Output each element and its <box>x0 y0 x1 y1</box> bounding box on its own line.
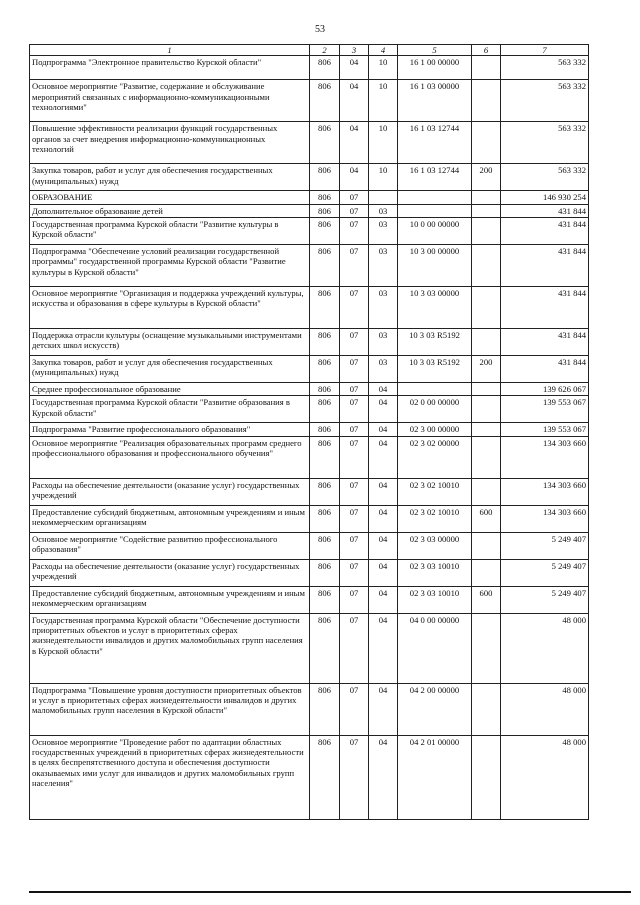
ministry-code-cell: 806 <box>310 191 340 204</box>
row-name-cell: ОБРАЗОВАНИЕ <box>30 191 310 204</box>
target-article-cell: 02 3 00 00000 <box>398 423 472 436</box>
section-code-cell: 07 <box>340 532 369 559</box>
expense-type-cell: 600 <box>472 586 501 613</box>
table-row <box>30 436 589 478</box>
ministry-code-cell: 806 <box>310 683 340 735</box>
amount-cell: 134 303 660 <box>501 505 589 532</box>
section-code-cell: 07 <box>340 423 369 436</box>
row-name-cell: Основное мероприятие "Реализация образовательных программ среднего профессионального образования и профессионального обучения" <box>30 436 310 478</box>
target-article-cell: 04 2 01 00000 <box>398 735 472 819</box>
target-article-cell: 10 3 00 00000 <box>398 244 472 286</box>
subsection-code-cell: 03 <box>369 217 398 244</box>
ministry-code-cell: 806 <box>310 244 340 286</box>
section-code-cell: 07 <box>340 286 369 328</box>
bottom-rule <box>29 891 631 893</box>
target-article-cell: 16 1 03 12744 <box>398 164 472 191</box>
subsection-code-cell <box>369 191 398 204</box>
amount-cell: 431 844 <box>501 217 589 244</box>
subsection-code-cell: 04 <box>369 586 398 613</box>
page-number: 53 <box>315 24 325 35</box>
expense-type-cell <box>472 217 501 244</box>
target-article-cell: 02 3 02 10010 <box>398 478 472 505</box>
row-name-cell: Повышение эффективности реализации функций государственных органов за счет внедрения информационно-коммуникационных технологий <box>30 122 310 164</box>
subsection-code-cell: 03 <box>369 286 398 328</box>
table-row <box>30 735 589 819</box>
expense-type-cell <box>472 683 501 735</box>
ministry-code-cell: 806 <box>310 355 340 382</box>
row-name-cell: Подпрограмма "Развитие профессионального образования" <box>30 423 310 436</box>
expense-type-cell <box>472 613 501 683</box>
row-name-cell: Государственная программа Курской области "Обеспечение доступности приоритетных объектов и услуг в приоритетных сферах жизнедеятельности инвалидов и других маломобильных групп населения в Курской области" <box>30 613 310 683</box>
row-name-cell: Основное мероприятие "Содействие развитию профессионального образования" <box>30 532 310 559</box>
header-cell: 3 <box>340 45 369 56</box>
subsection-code-cell: 04 <box>369 505 398 532</box>
ministry-code-cell: 806 <box>310 164 340 191</box>
subsection-code-cell: 03 <box>369 244 398 286</box>
ministry-code-cell: 806 <box>310 286 340 328</box>
expense-type-cell <box>472 122 501 164</box>
amount-cell: 48 000 <box>501 735 589 819</box>
amount-cell: 139 553 067 <box>501 423 589 436</box>
table-row <box>30 613 589 683</box>
target-article-cell: 02 3 03 00000 <box>398 532 472 559</box>
ministry-code-cell: 806 <box>310 586 340 613</box>
amount-cell: 563 332 <box>501 164 589 191</box>
target-article-cell <box>398 191 472 204</box>
header-cell: 4 <box>369 45 398 56</box>
target-article-cell: 04 2 00 00000 <box>398 683 472 735</box>
row-name-cell: Предоставление субсидий бюджетным, автономным учреждениям и иным некоммерческим организациям <box>30 505 310 532</box>
table-row <box>30 286 589 328</box>
table-row <box>30 559 589 586</box>
amount-cell: 48 000 <box>501 613 589 683</box>
expense-type-cell <box>472 191 501 204</box>
ministry-code-cell: 806 <box>310 735 340 819</box>
section-code-cell: 07 <box>340 204 369 217</box>
subsection-code-cell: 10 <box>369 80 398 122</box>
expense-type-cell: 200 <box>472 164 501 191</box>
row-name-cell: Предоставление субсидий бюджетным, автономным учреждениям и иным некоммерческим организациям <box>30 586 310 613</box>
subsection-code-cell: 03 <box>369 355 398 382</box>
amount-cell: 139 553 067 <box>501 396 589 423</box>
subsection-code-cell: 04 <box>369 436 398 478</box>
target-article-cell: 10 3 03 R5192 <box>398 328 472 355</box>
expense-type-cell <box>472 559 501 586</box>
table-row <box>30 683 589 735</box>
amount-cell: 563 332 <box>501 56 589 80</box>
table-row <box>30 355 589 382</box>
target-article-cell <box>398 204 472 217</box>
ministry-code-cell: 806 <box>310 423 340 436</box>
ministry-code-cell: 806 <box>310 217 340 244</box>
header-cell: 5 <box>398 45 472 56</box>
table-header-row <box>30 45 589 56</box>
row-name-cell: Основное мероприятие "Проведение работ по адаптации областных государственных учреждений в приоритетных сферах жизнедеятельности в целях беспрепятственного доступа и обеспечения доступности оказываемых ими услуг для инвалидов и других маломобильных групп населения" <box>30 735 310 819</box>
target-article-cell: 02 3 03 10010 <box>398 559 472 586</box>
row-name-cell: Подпрограмма "Обеспечение условий реализации государственной программы" государственной программы Курской области "Развитие культуры в Курской области" <box>30 244 310 286</box>
expense-type-cell <box>472 80 501 122</box>
row-name-cell: Подпрограмма "Электронное правительство Курской области" <box>30 56 310 80</box>
target-article-cell: 02 3 03 10010 <box>398 586 472 613</box>
subsection-code-cell: 04 <box>369 613 398 683</box>
header-cell: 6 <box>472 45 501 56</box>
section-code-cell: 07 <box>340 396 369 423</box>
section-code-cell: 07 <box>340 478 369 505</box>
table-row <box>30 56 589 80</box>
section-code-cell: 07 <box>340 683 369 735</box>
table-row <box>30 122 589 164</box>
row-name-cell: Закупка товаров, работ и услуг для обеспечения государственных (муниципальных) нужд <box>30 164 310 191</box>
amount-cell: 563 332 <box>501 122 589 164</box>
expense-type-cell <box>472 328 501 355</box>
table-row <box>30 478 589 505</box>
subsection-code-cell: 04 <box>369 532 398 559</box>
section-code-cell: 07 <box>340 505 369 532</box>
amount-cell: 5 249 407 <box>501 532 589 559</box>
expense-type-cell <box>472 532 501 559</box>
section-code-cell: 07 <box>340 586 369 613</box>
section-code-cell: 07 <box>340 735 369 819</box>
subsection-code-cell: 04 <box>369 382 398 395</box>
table-row <box>30 80 589 122</box>
ministry-code-cell: 806 <box>310 478 340 505</box>
table-row <box>30 191 589 204</box>
amount-cell: 48 000 <box>501 683 589 735</box>
table-row <box>30 244 589 286</box>
expense-type-cell: 200 <box>472 355 501 382</box>
ministry-code-cell: 806 <box>310 613 340 683</box>
expense-type-cell <box>472 396 501 423</box>
header-cell: 7 <box>501 45 589 56</box>
subsection-code-cell: 04 <box>369 396 398 423</box>
table-row <box>30 382 589 395</box>
section-code-cell: 07 <box>340 328 369 355</box>
row-name-cell: Подпрограмма "Повышение уровня доступности приоритетных объектов и услуг в приоритетных сферах жизнедеятельности инвалидов и других маломобильных групп населения в Курской области" <box>30 683 310 735</box>
section-code-cell: 04 <box>340 164 369 191</box>
header-cell: 2 <box>310 45 340 56</box>
target-article-cell: 04 0 00 00000 <box>398 613 472 683</box>
amount-cell: 134 303 660 <box>501 478 589 505</box>
row-name-cell: Поддержка отрасли культуры (оснащение музыкальными инструментами детских школ искусств) <box>30 328 310 355</box>
budget-table <box>29 44 589 820</box>
subsection-code-cell: 10 <box>369 164 398 191</box>
ministry-code-cell: 806 <box>310 505 340 532</box>
section-code-cell: 07 <box>340 355 369 382</box>
target-article-cell <box>398 382 472 395</box>
amount-cell: 431 844 <box>501 244 589 286</box>
expense-type-cell <box>472 423 501 436</box>
section-code-cell: 07 <box>340 191 369 204</box>
table-row <box>30 532 589 559</box>
row-name-cell: Основное мероприятие "Организация и поддержка учреждений культуры, искусства и образования в сфере культуры в Курской области" <box>30 286 310 328</box>
target-article-cell: 02 0 00 00000 <box>398 396 472 423</box>
section-code-cell: 07 <box>340 217 369 244</box>
ministry-code-cell: 806 <box>310 328 340 355</box>
amount-cell: 431 844 <box>501 328 589 355</box>
expense-type-cell <box>472 478 501 505</box>
row-name-cell: Государственная программа Курской области "Развитие образования в Курской области" <box>30 396 310 423</box>
section-code-cell: 07 <box>340 559 369 586</box>
row-name-cell: Дополнительное образование детей <box>30 204 310 217</box>
row-name-cell: Расходы на обеспечение деятельности (оказание услуг) государственных учреждений <box>30 478 310 505</box>
amount-cell: 134 303 660 <box>501 436 589 478</box>
target-article-cell: 16 1 03 00000 <box>398 80 472 122</box>
row-name-cell: Расходы на обеспечение деятельности (оказание услуг) государственных учреждений <box>30 559 310 586</box>
target-article-cell: 10 3 03 R5192 <box>398 355 472 382</box>
header-cell: 1 <box>30 45 310 56</box>
ministry-code-cell: 806 <box>310 382 340 395</box>
ministry-code-cell: 806 <box>310 204 340 217</box>
amount-cell: 563 332 <box>501 80 589 122</box>
ministry-code-cell: 806 <box>310 532 340 559</box>
subsection-code-cell: 03 <box>369 328 398 355</box>
amount-cell: 431 844 <box>501 355 589 382</box>
row-name-cell: Основное мероприятие "Развитие, содержание и обслуживание мероприятий связанных с информационно-коммуникационными технологиями" <box>30 80 310 122</box>
amount-cell: 431 844 <box>501 286 589 328</box>
target-article-cell: 10 0 00 00000 <box>398 217 472 244</box>
table-row <box>30 505 589 532</box>
subsection-code-cell: 04 <box>369 559 398 586</box>
ministry-code-cell: 806 <box>310 396 340 423</box>
expense-type-cell: 600 <box>472 505 501 532</box>
ministry-code-cell: 806 <box>310 56 340 80</box>
expense-type-cell <box>472 56 501 80</box>
amount-cell: 139 626 067 <box>501 382 589 395</box>
expense-type-cell <box>472 436 501 478</box>
row-name-cell: Закупка товаров, работ и услуг для обеспечения государственных (муниципальных) нужд <box>30 355 310 382</box>
section-code-cell: 07 <box>340 382 369 395</box>
target-article-cell: 02 3 02 10010 <box>398 505 472 532</box>
section-code-cell: 04 <box>340 80 369 122</box>
amount-cell: 5 249 407 <box>501 559 589 586</box>
ministry-code-cell: 806 <box>310 559 340 586</box>
subsection-code-cell: 03 <box>369 204 398 217</box>
subsection-code-cell: 10 <box>369 56 398 80</box>
amount-cell: 146 930 254 <box>501 191 589 204</box>
target-article-cell: 02 3 02 00000 <box>398 436 472 478</box>
expense-type-cell <box>472 735 501 819</box>
ministry-code-cell: 806 <box>310 80 340 122</box>
subsection-code-cell: 10 <box>369 122 398 164</box>
subsection-code-cell: 04 <box>369 735 398 819</box>
ministry-code-cell: 806 <box>310 436 340 478</box>
subsection-code-cell: 04 <box>369 478 398 505</box>
subsection-code-cell: 04 <box>369 683 398 735</box>
section-code-cell: 04 <box>340 122 369 164</box>
amount-cell: 5 249 407 <box>501 586 589 613</box>
section-code-cell: 07 <box>340 436 369 478</box>
table-row <box>30 396 589 423</box>
expense-type-cell <box>472 382 501 395</box>
expense-type-cell <box>472 286 501 328</box>
table-row <box>30 423 589 436</box>
table-row <box>30 204 589 217</box>
target-article-cell: 10 3 03 00000 <box>398 286 472 328</box>
section-code-cell: 07 <box>340 244 369 286</box>
row-name-cell: Среднее профессиональное образование <box>30 382 310 395</box>
expense-type-cell <box>472 204 501 217</box>
amount-cell: 431 844 <box>501 204 589 217</box>
table-row <box>30 586 589 613</box>
ministry-code-cell: 806 <box>310 122 340 164</box>
target-article-cell: 16 1 03 12744 <box>398 122 472 164</box>
subsection-code-cell: 04 <box>369 423 398 436</box>
table-row <box>30 164 589 191</box>
section-code-cell: 07 <box>340 613 369 683</box>
section-code-cell: 04 <box>340 56 369 80</box>
table-row <box>30 328 589 355</box>
target-article-cell: 16 1 00 00000 <box>398 56 472 80</box>
table-row <box>30 217 589 244</box>
expense-type-cell <box>472 244 501 286</box>
row-name-cell: Государственная программа Курской области "Развитие культуры в Курской области" <box>30 217 310 244</box>
